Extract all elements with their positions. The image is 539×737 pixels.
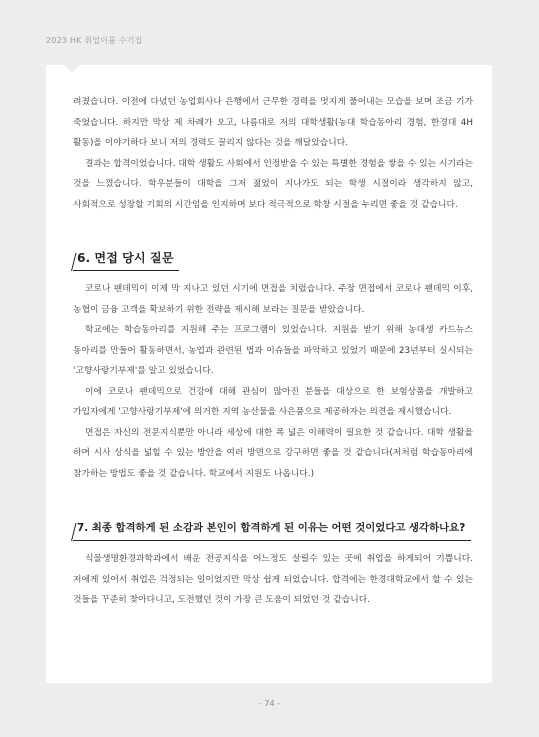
page-number: - 74 - [258,699,281,708]
running-header: 2023 HK 취업이룸 수기집 [46,36,143,45]
heading-underline [73,270,179,271]
section-6-paragraph-2: 학교에는 학습동아리를 지원해 주는 프로그램이 있었습니다. 지원을 받기 위해 농대생 카드뉴스 동아리를 만들어 활동하면서, 농업과 관련된 법과 이슈들을 파악하고 있었기 때문에 23년부터 실시되는 '고향사랑기부제'를 알고 있었습니다. [73,325,473,376]
page-notch [64,65,80,73]
section-6-heading [73,247,473,271]
section-6-paragraph-3: 이에 코로나 팬데믹으로 건강에 대해 관심이 많아진 분들을 대상으로 한 보험상품을 개발하고 가입자에게 '고향사랑기부제'에 의거한 지역 농산물을 사은품으로 제공하자는 의견을 제시했습니다. [73,386,473,417]
intro-paragraph-2: 결과는 합격이었습니다. 대학 생활도 사회에서 인정받을 수 있는 특별한 경험을 쌓을 수 있는 시기라는 것을 느꼈습니다. 학우분들이 대학을 그저 젊었이 지나가도 되는 학생 시절이라 생각하지 않고, 사회적으로 성장할 기회의 시간임을 인지하며 보다 적극적으로 학창 시절을 누리면 좋을 것 같습니다. [73,158,473,210]
page-sheet [46,65,492,683]
section-7-heading [73,516,473,541]
section-7-title: 7. 최종 합격하게 된 소감과 본인이 합격하게 된 이유는 어떤 것이었다고 생각하나요? [77,522,466,534]
section-6-paragraph-1: 코로나 팬데믹이 이제 막 지나고 있던 시기에 면접을 치렀습니다. 주장 면접에서 코로나 팬데믹 이후, 농협이 금융 고객을 확보하기 위한 전략을 제시해 보라는 질문을 받았습니다. [73,284,473,315]
intro-paragraph-1: 려졌습니다. 이전에 다녔던 농업회사나 은행에서 근무한 경력을 멋지게 풀어내는 모습을 보며 조금 기가 죽었습니다. 하지만 막상 제 차례가 오고, 나름대로 저의 대학생활(농대 학습동아리 경험, 한경대 4H 활동)을 이야기하다 보니 저의 경력도 꿀리지 않다는 것을 깨달았습니다. [73,97,473,148]
page-content [73,92,473,611]
section-6-paragraph-4: 면접은 자신의 전문지식뿐만 아니라 세상에 대한 폭 넓은 이해력이 필요한 것 같습니다. 대학 생활을 하며 시사 상식을 넓힐 수 있는 방안을 여러 방면으로 강구하면 좋을 것 같습니다(저처럼 학습동아리에 참가하는 방법도 좋을 것 같습니다. 학교에서 지원도 나옵니다.) [73,427,473,479]
section-7-paragraph-1: 식물생명환경과학과에서 배운 전공지식을 어느정도 살릴수 있는 곳에 취업을 하게되어 기쁩니다. 저에게 있어서 취업은 걱정되는 일이었지만 막상 쉽게 되었습니다. 합격에는 한경대학교에서 할 수 있는 것들을 꾸준히 찾아다니고, 도전했던 것이 가장 큰 도움이 되었던 것 같습니다. [73,554,473,605]
section-6-title: 6. 면접 당시 질문 [77,251,174,265]
heading-underline [73,540,471,541]
